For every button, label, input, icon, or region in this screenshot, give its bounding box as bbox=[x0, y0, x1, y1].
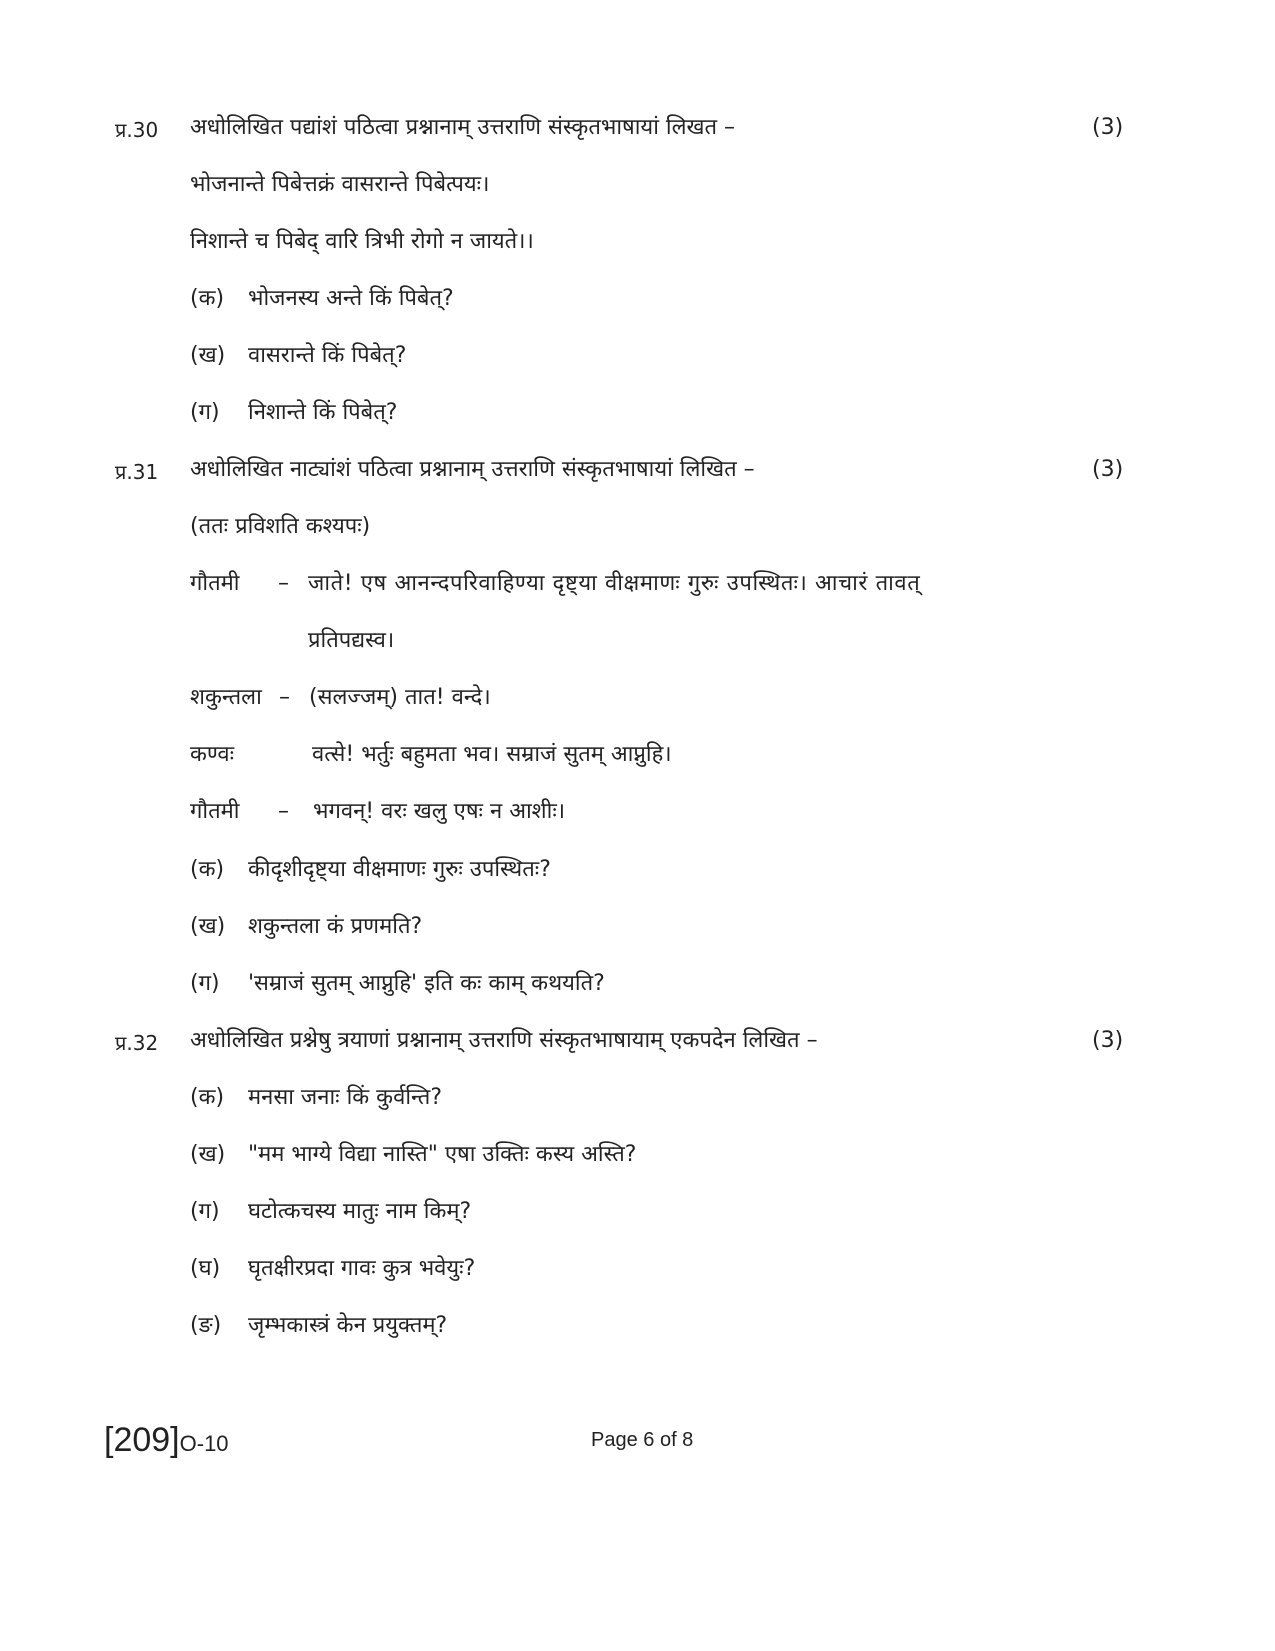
dialogue-text-continued: प्रतिपद्यस्व। bbox=[308, 628, 395, 653]
dialogue-dash: – bbox=[278, 571, 289, 596]
option-label: (ग) bbox=[190, 1199, 220, 1224]
option-label: (घ) bbox=[190, 1256, 221, 1281]
option-text: शकुन्तला कं प्रणमति? bbox=[248, 914, 423, 939]
question-marks: (3) bbox=[1092, 457, 1124, 482]
page-number: Page 6 of 8 bbox=[591, 1429, 694, 1451]
paper-code bbox=[104, 1421, 229, 1460]
question-marks: (3) bbox=[1092, 115, 1124, 140]
dialogue-speaker: कण्वः bbox=[190, 742, 235, 767]
question-number: प्र.32 bbox=[115, 1031, 159, 1055]
verse-line: निशान्ते च पिबेद् वारि त्रिभी रोगो न जायते।। bbox=[190, 229, 534, 254]
option-text: "मम भाग्ये विद्या नास्ति" एषा उक्तिः कस्य अस्ति? bbox=[248, 1142, 637, 1167]
question-marks: (3) bbox=[1092, 1028, 1124, 1053]
option-text: मनसा जनाः किं कुर्वन्ति? bbox=[248, 1085, 443, 1110]
option-label: (ख) bbox=[190, 914, 226, 939]
dialogue-text: वत्से! भर्तुः बहुमता भव। सम्राजं सुतम् आप्नुहि। bbox=[312, 742, 672, 767]
dialogue-text: जाते! एष आनन्दपरिवाहिण्या दृष्ट्या वीक्षमाणः गुरुः उपस्थितः। आचारं तावत् bbox=[308, 571, 921, 596]
question-number: प्र.30 bbox=[115, 118, 159, 142]
question-instruction: अधोलिखित प्रश्नेषु त्रयाणां प्रश्नानाम् उत्तराणि संस्कृतभाषायाम् एकपदेन लिखित – bbox=[190, 1028, 818, 1053]
option-text: वासरान्ते किं पिबेत्? bbox=[248, 343, 407, 368]
option-label: (ङ) bbox=[190, 1313, 222, 1338]
option-label: (ख) bbox=[190, 1142, 226, 1167]
option-label: (ख) bbox=[190, 343, 226, 368]
paper-code-suffix: O-10 bbox=[179, 1431, 229, 1456]
option-text: भोजनस्य अन्ते किं पिबेत्? bbox=[248, 286, 454, 311]
option-label: (क) bbox=[190, 857, 225, 882]
dialogue-speaker: गौतमी bbox=[190, 571, 240, 596]
question-instruction: अधोलिखित पद्यांशं पठित्वा प्रश्नानाम् उत्तराणि संस्कृतभाषायां लिखत – bbox=[190, 115, 736, 140]
option-text: निशान्ते किं पिबेत्? bbox=[248, 400, 398, 425]
option-text: कीदृशीदृष्ट्या वीक्षमाणः गुरुः उपस्थितः? bbox=[248, 857, 551, 882]
paper-code-main: [209] bbox=[104, 1421, 180, 1459]
dialogue-speaker: गौतमी bbox=[190, 799, 240, 824]
option-text: 'सम्राजं सुतम् आप्नुहि' इति कः काम् कथयति? bbox=[248, 971, 605, 996]
option-label: (ग) bbox=[190, 971, 220, 996]
dialogue-dash: – bbox=[279, 685, 290, 710]
option-label: (क) bbox=[190, 286, 225, 311]
option-label: (क) bbox=[190, 1085, 225, 1110]
question-instruction: अधोलिखित नाट्यांशं पठित्वा प्रश्नानाम् उत्तराणि संस्कृतभाषायां लिखित – bbox=[190, 457, 755, 482]
dialogue-text: भगवन्! वरः खलु एषः न आशीः। bbox=[313, 799, 566, 824]
question-number: प्र.31 bbox=[115, 460, 159, 484]
dialogue-speaker: शकुन्तला bbox=[190, 685, 262, 710]
verse-line: भोजनान्ते पिबेत्तक्रं वासरान्ते पिबेत्पयः। bbox=[190, 172, 490, 197]
stage-direction: (ततः प्रविशति कश्यपः) bbox=[190, 514, 371, 539]
option-text: जृम्भकास्त्रं केन प्रयुक्तम्? bbox=[248, 1313, 448, 1338]
option-label: (ग) bbox=[190, 400, 220, 425]
dialogue-dash: – bbox=[278, 799, 289, 824]
option-text: घटोत्कचस्य मातुः नाम किम्? bbox=[248, 1199, 472, 1224]
option-text: घृतक्षीरप्रदा गावः कुत्र भवेयुः? bbox=[248, 1256, 476, 1281]
dialogue-text: (सलज्जम्) तात! वन्दे। bbox=[309, 685, 491, 710]
